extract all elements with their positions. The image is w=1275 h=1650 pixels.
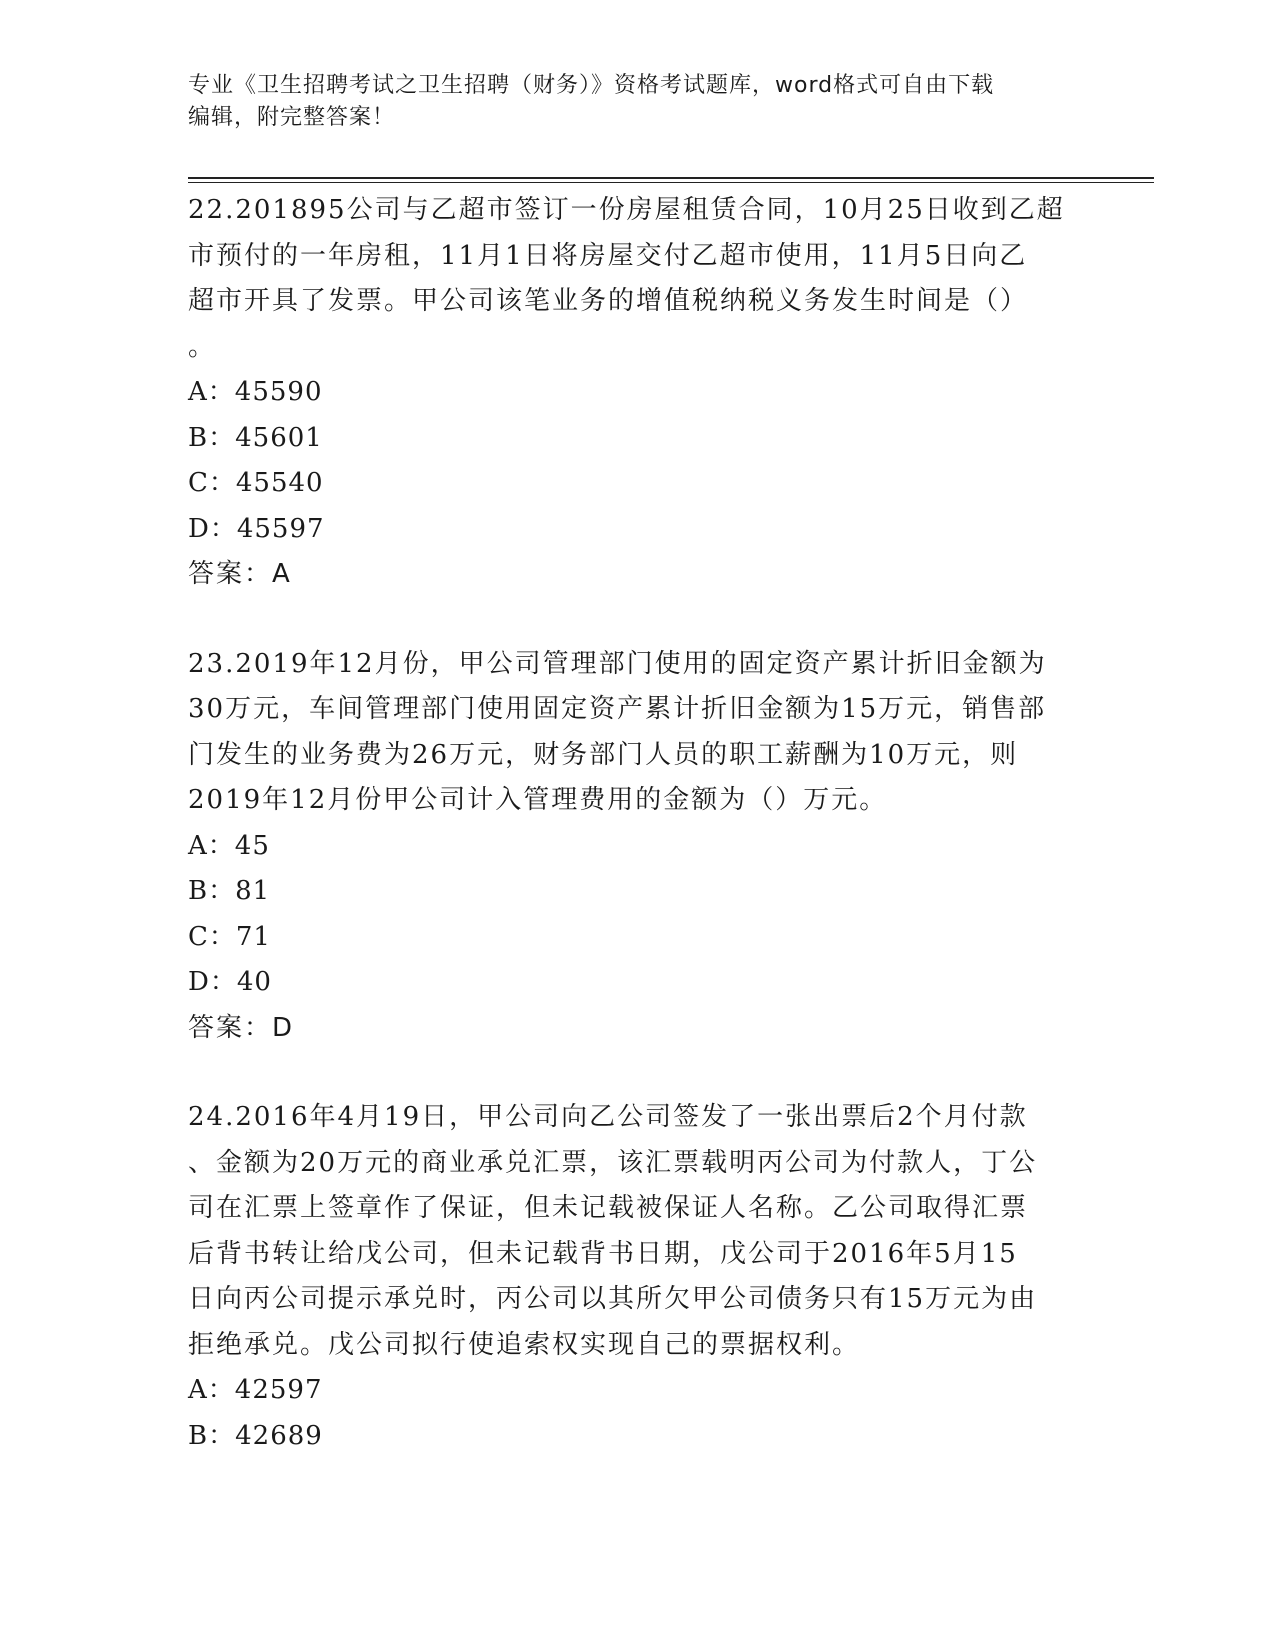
answer-line: 答案：A (188, 559, 292, 589)
header-divider-thin (188, 182, 1154, 183)
option-c: C：45540 (188, 468, 324, 498)
option-d: D：40 (188, 967, 272, 997)
document-header (188, 70, 1088, 134)
question-stem-line: 22.201895公司与乙超市签订一份房屋租赁合同，10月25日收到乙超 (188, 195, 1065, 225)
question-stem-line: 后背书转让给戊公司，但未记载背书日期，戊公司于2016年5月15 (188, 1238, 1018, 1269)
option-b: B：45601 (188, 422, 323, 453)
question-spacer (188, 598, 1068, 642)
option-a: A：45 (188, 830, 270, 861)
question-stem-line: 拒绝承兑。戊公司拟行使追索权实现自己的票据权利。 (188, 1329, 861, 1360)
header-line-1: 专业《卫生招聘考试之卫生招聘（财务）》资格考试题库，word格式可自由下载 (188, 73, 995, 98)
option-a: A：42597 (188, 1375, 323, 1405)
header-divider-thick (188, 177, 1154, 179)
question-stem-line: 。 (188, 331, 217, 362)
question-stem-line: 超市开具了发票。甲公司该笔业务的增值税纳税义务发生时间是（） (188, 286, 1029, 316)
option-d: D：45597 (188, 513, 325, 544)
question-24 (188, 1095, 1068, 1459)
question-spacer (188, 1051, 1068, 1095)
answer-line: 答案：D (188, 1012, 295, 1043)
question-stem-line: 门发生的业务费为26万元，财务部门人员的职工薪酬为10万元，则 (188, 739, 1019, 770)
question-stem-line: 司在汇票上签章作了保证，但未记载被保证人名称。乙公司取得汇票 (188, 1193, 1029, 1223)
question-stem-line: 23.2019年12月份，甲公司管理部门使用的固定资产累计折旧金额为 (188, 648, 1047, 679)
question-stem-line: 30万元，车间管理部门使用固定资产累计折旧金额为15万元，销售部 (188, 694, 1047, 724)
question-stem-line: 24.2016年4月19日，甲公司向乙公司签发了一张出票后2个月付款 (188, 1102, 1028, 1132)
question-stem-line: 、金额为20万元的商业承兑汇票，该汇票载明丙公司为付款人，丁公 (188, 1147, 1038, 1178)
option-c: C：71 (188, 921, 271, 952)
question-stem-line: 日向丙公司提示承兑时，丙公司以其所欠甲公司债务只有15万元为由 (188, 1284, 1038, 1314)
header-line-2: 编辑，附完整答案！ (188, 105, 396, 130)
option-a: A：45590 (188, 377, 323, 407)
question-stem-line: 市预付的一年房租，11月1日将房屋交付乙超市使用，11月5日向乙 (188, 240, 1028, 271)
option-b: B：81 (188, 876, 271, 906)
question-22 (188, 188, 1068, 598)
option-b: B：42689 (188, 1420, 323, 1451)
question-list (188, 188, 1068, 1459)
question-stem-line: 2019年12月份甲公司计入管理费用的金额为（）万元。 (188, 785, 888, 815)
question-23 (188, 642, 1068, 1052)
